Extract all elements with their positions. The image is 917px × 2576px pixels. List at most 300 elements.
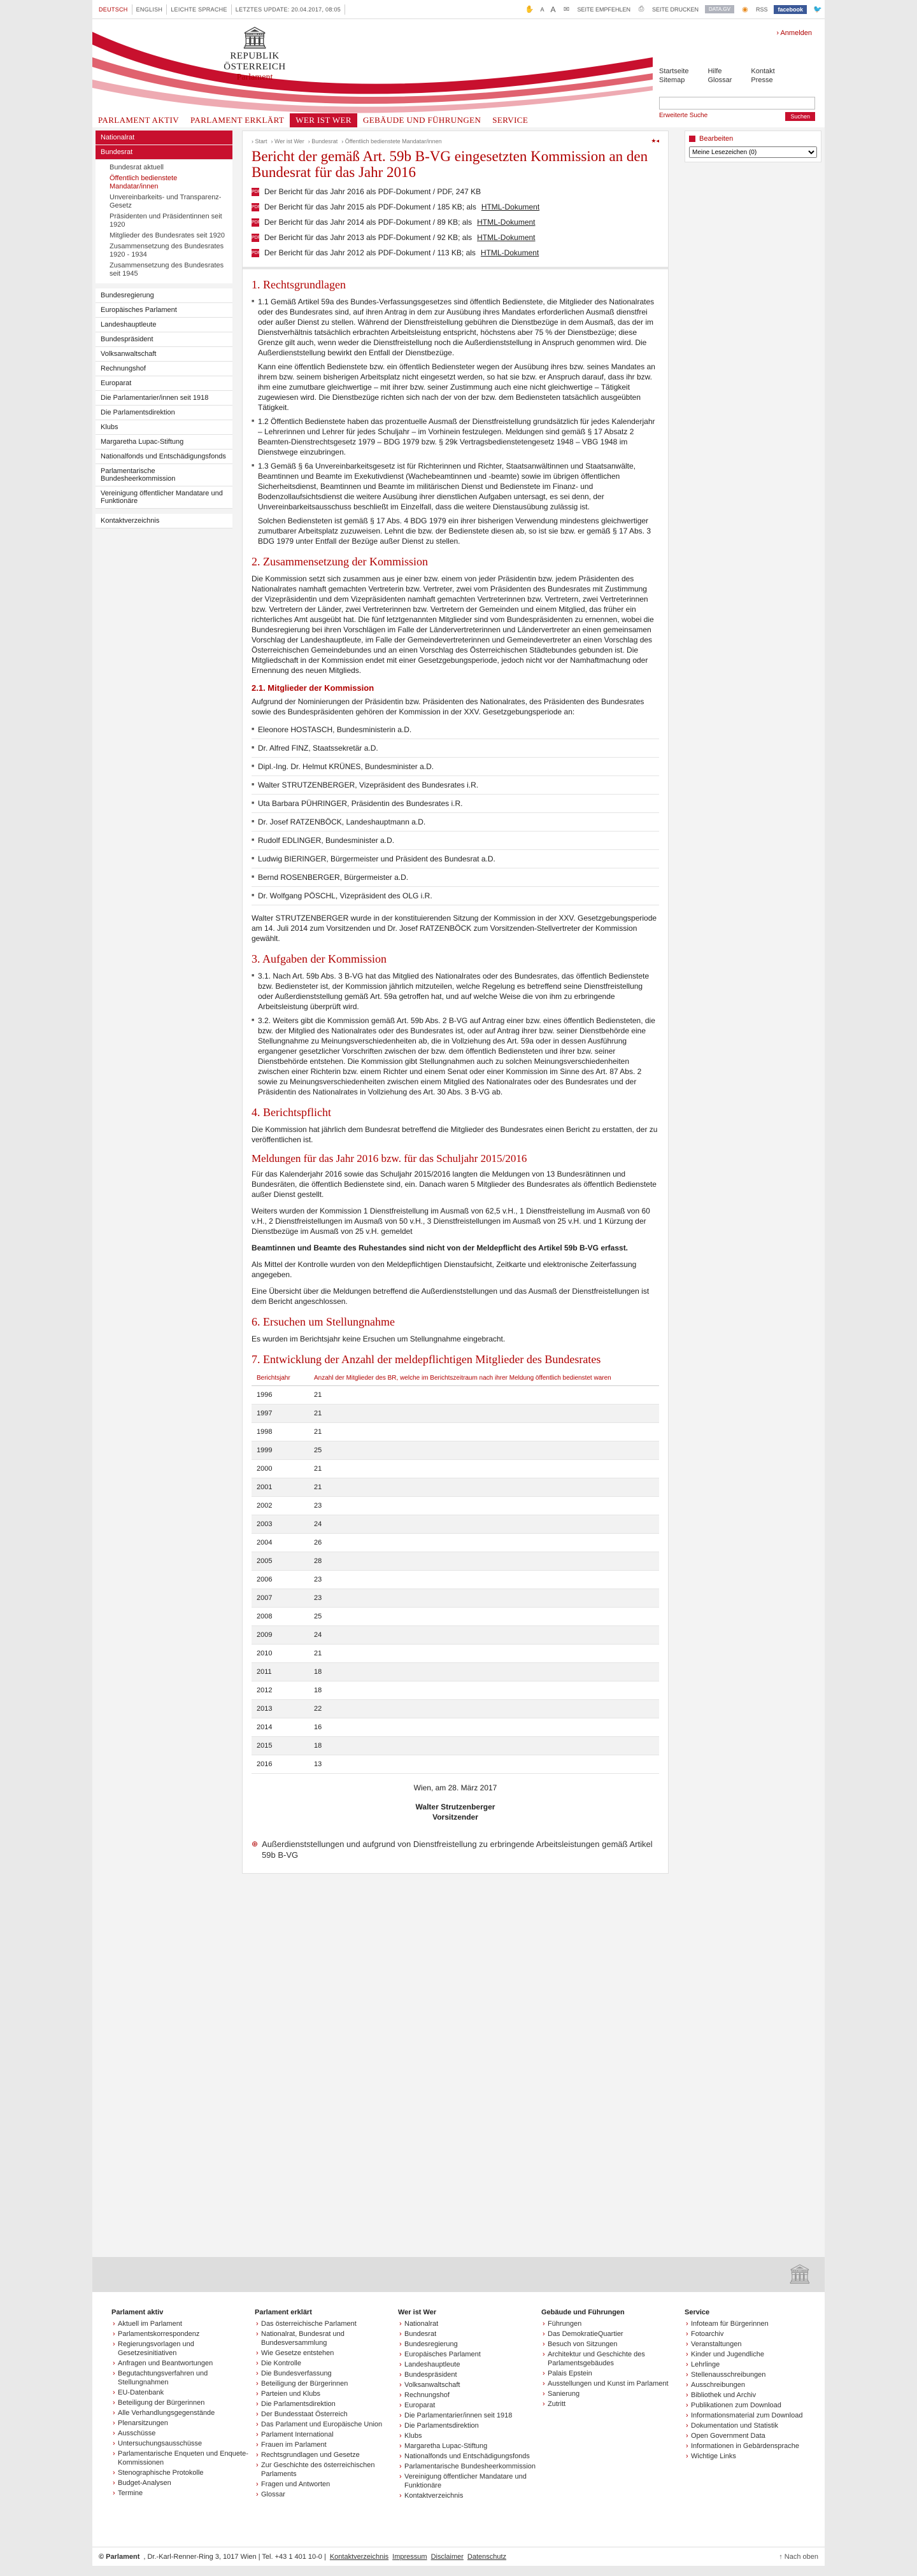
paragraph: Walter STRUTZENBERGER wurde in der konstituierenden Sitzung der Kommission in der XXV. Gesetzgebungsperiode am 14. Juli 2014 zum Vorsitzenden und Dr. Josef RATZENBÖCK zum Vorsitzenden-Stellvertreter der Kommission gewählt.	[252, 914, 657, 943]
footer-link[interactable]: › Aktuell im Parlament	[111, 2319, 255, 2328]
footer-column-heading[interactable]: Gebäude und Führungen	[541, 2309, 625, 2316]
table-row	[252, 1515, 659, 1534]
footer-column-heading[interactable]: Parlament erklärt	[255, 2309, 312, 2316]
members-count-table	[252, 1371, 659, 1774]
leftnav-item[interactable]: Parlamentarische Bundesheerkommission	[96, 464, 232, 486]
pdf-list	[252, 187, 659, 258]
legal-basis-item: ■ 1.2 Öffentlich Bedienstete haben das prozentuelle Ausmaß der Dienstfreistellung grundsätzlich für jedes Kalenderjahr – Lehrerinnen und Lehrer für jedes Schuljahr – im Vorhinein festzulegen. Meldungen sind gemäß § 17 Absatz 2 Beamten-Dienstrechtsgesetz 1979 – BDG 1979 bzw. § 29k Vertragsbedienstetengesetz 1948 – VBG 1948 im Dienstwege einzubringen.	[252, 416, 659, 457]
bookmark-icon[interactable]: ★◂	[651, 138, 659, 144]
pdf-link-text[interactable]: Der Bericht für das Jahr 2014 als PDF-Dokument / 89 KB; als	[264, 218, 473, 227]
table-cell-year: 2012	[252, 1681, 309, 1700]
right-column	[685, 131, 821, 162]
table-cell-year: 2006	[252, 1571, 309, 1589]
table-cell-year: 2010	[252, 1645, 309, 1663]
sitemap-link[interactable]: Sitemap	[659, 76, 685, 84]
footer-columns	[111, 2308, 825, 2502]
sign-language-icon[interactable]: ✋	[525, 5, 534, 13]
footer-link[interactable]: Impressum	[392, 2552, 427, 2561]
leftnav-sub-item[interactable]: Unvereinbarkeits- und Transparenz-Gesetz	[110, 194, 222, 209]
leftnav-item[interactable]: Vereinigung öffentlicher Mandatare und Funktionäre	[96, 486, 232, 509]
footer-link[interactable]: › Informationen in Gebärdensprache	[685, 2442, 825, 2451]
footer-link[interactable]: › Budget-Analysen	[111, 2479, 255, 2488]
paragraph: Es wurden im Berichtsjahr keine Ersuchen um Stellungnahme eingebracht.	[252, 1334, 506, 1343]
footer-link[interactable]: › Fotoarchiv	[685, 2330, 825, 2339]
member-item: ■ Bernd ROSENBERGER, Bürgermeister a.D.	[252, 868, 659, 887]
footer-link[interactable]: › Bundespräsident	[398, 2370, 541, 2379]
parliament-logo[interactable]	[204, 25, 306, 83]
table-row	[252, 1755, 659, 1774]
back-to-top-link[interactable]: ↑ Nach oben	[779, 2552, 818, 2561]
table-cell-count: 16	[309, 1718, 659, 1737]
footer-link[interactable]: › Infoteam für Bürgerinnen	[685, 2319, 825, 2328]
footer-link[interactable]: › Parlament International	[255, 2430, 398, 2439]
footer-link[interactable]: › Nationalrat	[398, 2319, 541, 2328]
paragraph: Als Mittel der Kontrolle wurden von den Meldepflichtigen Dienstaufsicht, Zeitkarte und elektronische Zeiterfassung angegeben.	[252, 1260, 637, 1279]
footer-column	[685, 2308, 825, 2502]
member-item: ■ Eleonore HOSTASCH, Bundesministerin a.D.	[252, 721, 659, 739]
nav-parlament-erklaert[interactable]: PARLAMENT ERKLÄRT	[190, 115, 285, 125]
footer-link[interactable]: › Europäisches Parlament	[398, 2350, 541, 2359]
advanced-search-link[interactable]: Erweiterte Suche	[659, 112, 708, 119]
table-cell-count: 24	[309, 1515, 659, 1534]
leftnav-sub-item[interactable]: Bundesrat aktuell	[110, 164, 164, 171]
footer-link[interactable]: › Ausschüsse	[111, 2429, 255, 2438]
member-item: ■ Dr. Wolfgang PÖSCHL, Vizepräsident des OLG i.R.	[252, 887, 659, 905]
subsection-heading: Meldungen für das Jahr 2016 bzw. für das Schuljahr 2015/2016	[252, 1152, 527, 1164]
quick-links	[659, 67, 775, 85]
footer-link[interactable]: › Margaretha Lupac-Stiftung	[398, 2442, 541, 2451]
table-cell-count: 22	[309, 1700, 659, 1718]
breadcrumb-item[interactable]: › Wer ist Wer	[271, 138, 304, 145]
recommend-page-link[interactable]: SEITE EMPFEHLEN	[577, 6, 631, 13]
footer-link[interactable]: › Rechtsgrundlagen und Gesetze	[255, 2451, 398, 2459]
footer-link[interactable]: Datenschutz	[467, 2552, 507, 2561]
pdf-link-text[interactable]: Der Bericht für das Jahr 2013 als PDF-Dokument / 92 KB; als	[264, 233, 473, 242]
table-row	[252, 1608, 659, 1626]
paragraph: Aufgrund der Nominierungen der Präsidentin bzw. Präsidenten des Nationalrates, des Präsidenten des Bundesrates sowie des Bundespräsidenten gehören der Kommission in der XXV. Gesetzgebungsperiode an:	[252, 697, 644, 716]
table-cell-year: 1998	[252, 1423, 309, 1441]
table-cell-year: 2008	[252, 1608, 309, 1626]
footer-link[interactable]: › Die Kontrolle	[255, 2359, 398, 2368]
paragraph: Eine Übersicht über die Meldungen betreffend die Außerdienststellungen und das Ausmaß der Dienstfreistellungen ist dem Bericht angeschlossen.	[252, 1287, 650, 1306]
search-input[interactable]	[659, 97, 815, 110]
top-utility-bar	[92, 0, 825, 19]
table-cell-count: 23	[309, 1571, 659, 1589]
leftnav-nationalrat[interactable]: Nationalrat	[96, 131, 232, 145]
pdf-link-row[interactable]	[252, 217, 659, 227]
table-cell-year: 2001	[252, 1478, 309, 1497]
table-cell-year: 2002	[252, 1497, 309, 1515]
footer-link[interactable]: › Architektur und Geschichte des Parlamentsgebäudes	[541, 2350, 685, 2368]
startseite-link[interactable]: Startseite	[659, 67, 689, 75]
footer-link[interactable]: › Die Parlamentsdirektion	[398, 2421, 541, 2430]
footer-link[interactable]: › Zur Geschichte des österreichischen Parlaments	[255, 2461, 398, 2479]
signature-role: Vorsitzender	[432, 1813, 478, 1822]
table-cell-year: 1999	[252, 1441, 309, 1460]
table-row	[252, 1663, 659, 1681]
footer-link[interactable]: Disclaimer	[430, 2552, 464, 2561]
quicklinks-col-1	[659, 67, 688, 85]
footer-link[interactable]: › Parteien und Klubs	[255, 2389, 398, 2398]
search-button[interactable]: Suchen	[785, 112, 815, 121]
subsection-heading: 2.1. Mitglieder der Kommission	[252, 683, 374, 693]
table-cell-year: 2015	[252, 1737, 309, 1755]
footer-link[interactable]: › Nationalrat, Bundesrat und Bundesversammlung	[255, 2330, 398, 2347]
footer-link[interactable]: › Parlamentarische Enqueten und Enquete-Kommissionen	[111, 2449, 255, 2467]
copyright-text: © Parlament	[99, 2552, 140, 2561]
address-text: , Dr.-Karl-Renner-Ring 3, 1017 Wien | Tel. +43 1 401 10-0 |	[143, 2552, 326, 2561]
pdf-link-text[interactable]: Der Bericht für das Jahr 2015 als PDF-Dokument / 185 KB; als	[264, 202, 476, 211]
legal-basis-item: ■ 1.1 Gemäß Artikel 59a des Bundes-Verfassungsgesetzes sind öffentlich Bedienstete, die Mitglieder des Nationalrates oder des Bundesrates sind, auf ihren Antrag in dem zur Ausübung ihres Mandates erforderlichen Ausmaß dienstfrei oder außer Dienst zu stellen. Während der Dienstfreistellung gebühren die Dienstbezüge in dem Ausmaß, das der im Dienstverhältnis tatsächlich erbrachten Arbeitsleistung entspricht, höchstens aber 75 % der Dienstbezüge; diese Grenze gilt auch, wenn weder die Dienstfreistellung noch die Außerdienststellung in Anspruch genommen wird. Die Außerdienststellung bewirkt den Entfall der Dienstbezüge.	[252, 297, 659, 358]
legal-basis-list	[252, 416, 659, 512]
leftnav-item[interactable]: Bundespräsident	[96, 332, 232, 347]
member-item: ■ Dr. Alfred FINZ, Staatssekretär a.D.	[252, 739, 659, 758]
plus-circle-icon: ⊕	[252, 1839, 259, 1848]
signature-date: Wien, am 28. März 2017	[413, 1783, 497, 1792]
table-row	[252, 1534, 659, 1552]
section-heading: 7. Entwicklung der Anzahl der meldepflichtigen Mitglieder des Bundesrates	[252, 1353, 601, 1366]
leftnav-item[interactable]: Klubs	[96, 420, 232, 435]
table-cell-count: 23	[309, 1497, 659, 1515]
nav-gebaeude-fuehrungen[interactable]: GEBÄUDE UND FÜHRUNGEN	[362, 115, 481, 125]
leftnav-bundesrat[interactable]: Bundesrat	[96, 145, 232, 160]
logo-republic-text: REPUBLIK ÖSTERREICH	[224, 51, 286, 72]
section-heading: 2. Zusammensetzung der Kommission	[252, 555, 428, 568]
table-cell-count: 18	[309, 1681, 659, 1700]
paragraph-bold: Beamtinnen und Beamte des Ruhestandes sind nicht von der Meldepflicht des Artikel 59b B-VG erfasst.	[252, 1243, 629, 1252]
footer-column-heading[interactable]: Wer ist Wer	[398, 2309, 437, 2316]
table-cell-year: 2003	[252, 1515, 309, 1534]
font-decrease-button[interactable]: A	[540, 6, 544, 13]
table-cell-year: 2013	[252, 1700, 309, 1718]
paragraph: Kann eine öffentlich Bedienstete bzw. ein öffentlich Bediensteter wegen der Ausübung ihres bzw. seines Mandates an ihrem bzw. seinem bisherigen Arbeitsplatz nicht eingesetzt werden, so hat sie bzw. er Anspruch darauf, dass ihr bzw. ihm eine zumutbare gleichwertige – mit ihrer bzw. seiner Zustimmung auch eine nicht gleichwertige – Tätigkeit zugewiesen wird. Die Dienstbezüge richten sich nach der von der bzw. dem Bediensteten tatsächlich ausgeübten Tätigkeit.	[258, 362, 655, 412]
pdf-icon: PDF	[252, 203, 259, 211]
table-row	[252, 1737, 659, 1755]
data-tag-badge[interactable]: DATA.GV	[705, 5, 734, 13]
hilfe-link[interactable]: Hilfe	[707, 67, 722, 75]
leftnav-sub-item[interactable]: Präsidenten und Präsidentinnen seit 1920	[110, 213, 222, 229]
footer-link[interactable]: › Kontaktverzeichnis	[398, 2491, 541, 2500]
lang-english-link[interactable]: ENGLISH	[132, 4, 167, 15]
footer-band	[92, 2257, 825, 2292]
section-heading: 6. Ersuchen um Stellungnahme	[252, 1315, 395, 1328]
footer-link[interactable]: › Kinder und Jugendliche	[685, 2350, 825, 2359]
footer-link[interactable]: › Führungen	[541, 2319, 685, 2328]
table-row	[252, 1460, 659, 1478]
table-cell-count: 13	[309, 1755, 659, 1774]
table-cell-count: 28	[309, 1552, 659, 1571]
footer-link[interactable]: › Beteiligung der Bürgerinnen	[255, 2379, 398, 2388]
leftnav-item[interactable]: Europarat	[96, 376, 232, 391]
footer-link[interactable]: › Lehrlinge	[685, 2360, 825, 2369]
footer-link[interactable]: › Anfragen und Beantwortungen	[111, 2359, 255, 2368]
footer-link[interactable]: › Glossar	[255, 2490, 398, 2499]
footer-link[interactable]: › Informationsmaterial zum Download	[685, 2411, 825, 2420]
table-row	[252, 1700, 659, 1718]
footer-link[interactable]: › Europarat	[398, 2401, 541, 2410]
member-item: ■ Walter STRUTZENBERGER, Vizepräsident des Bundesrates i.R.	[252, 776, 659, 795]
facebook-button[interactable]: facebook	[774, 5, 807, 14]
footer-link[interactable]: › Publikationen zum Download	[685, 2401, 825, 2410]
leftnav-item[interactable]: Margaretha Lupac-Stiftung	[96, 435, 232, 449]
footer-link[interactable]: › Klubs	[398, 2431, 541, 2440]
rss-link[interactable]: RSS	[755, 6, 768, 13]
table-row	[252, 1681, 659, 1700]
pdf-link-row[interactable]	[252, 248, 659, 258]
footer-link[interactable]: › Bundesregierung	[398, 2340, 541, 2349]
signature-block	[252, 1783, 659, 1822]
footer-link[interactable]: › Nationalfonds und Entschädigungsfonds	[398, 2452, 541, 2461]
leftnav-item[interactable]: Nationalfonds und Entschädigungsfonds	[96, 449, 232, 464]
footer-link[interactable]: Kontaktverzeichnis	[329, 2552, 389, 2561]
footer-link[interactable]: › Open Government Data	[685, 2431, 825, 2440]
footer-column-heading[interactable]: Service	[685, 2309, 710, 2316]
table-cell-year: 2011	[252, 1663, 309, 1681]
footer-link[interactable]: › Parlamentskorrespondenz	[111, 2330, 255, 2339]
leftnav-item[interactable]: Die Parlamentsdirektion	[96, 406, 232, 420]
table-cell-year: 1997	[252, 1405, 309, 1423]
main-content	[242, 131, 669, 1874]
arrow-right-icon: ›	[776, 29, 781, 37]
bookmarks-select[interactable]	[689, 146, 817, 158]
member-item: ■ Dr. Josef RATZENBÖCK, Landeshauptmann a.D.	[252, 813, 659, 832]
mail-icon: ✉	[563, 5, 570, 13]
footer-link[interactable]: › Die Parlamentarier/innen seit 1918	[398, 2411, 541, 2420]
footer-link[interactable]: › Die Parlamentsdirektion	[255, 2400, 398, 2409]
footer-link[interactable]: › Parlamentarische Bundesheerkommission	[398, 2462, 541, 2471]
table-cell-year: 2000	[252, 1460, 309, 1478]
edit-link[interactable]: Bearbeiten	[689, 135, 817, 143]
table-cell-count: 21	[309, 1405, 659, 1423]
pdf-icon: PDF	[252, 234, 259, 242]
footer-link[interactable]: › Wie Gesetze entstehen	[255, 2349, 398, 2358]
leftnav-item[interactable]: Bundesregierung	[96, 288, 232, 303]
footer-link[interactable]: › Frauen im Parlament	[255, 2440, 398, 2449]
footer-link[interactable]: › Vereinigung öffentlicher Mandatare und Funktionäre	[398, 2472, 541, 2490]
footer-bottom	[92, 2547, 825, 2566]
footer-link[interactable]: › Wichtige Links	[685, 2452, 825, 2461]
footer-link[interactable]: › Bibliothek und Archiv	[685, 2391, 825, 2400]
leftnav-item[interactable]: Die Parlamentarier/innen seit 1918	[96, 391, 232, 406]
leftnav-item[interactable]: Landeshauptleute	[96, 318, 232, 332]
leftnav-kontaktverzeichnis[interactable]: Kontaktverzeichnis	[96, 514, 232, 528]
footer-link[interactable]: › Volksanwaltschaft	[398, 2381, 541, 2389]
footer-link[interactable]: › Stellenausschreibungen	[685, 2370, 825, 2379]
footer-link[interactable]: › Das österreichische Parlament	[255, 2319, 398, 2328]
signature-name: Walter Strutzenberger	[415, 1802, 495, 1811]
table-row	[252, 1423, 659, 1441]
search-box	[659, 97, 815, 121]
pdf-link-row[interactable]	[252, 187, 659, 197]
table-cell-count: 21	[309, 1460, 659, 1478]
login-link[interactable]: › Anmelden	[776, 29, 812, 37]
footer-link[interactable]: › Beteiligung der Bürgerinnen	[111, 2398, 255, 2407]
table-cell-year: 2016	[252, 1755, 309, 1774]
footer-link[interactable]: › Veranstaltungen	[685, 2340, 825, 2349]
footer-link[interactable]: › Ausstellungen und Kunst im Parlament	[541, 2379, 685, 2388]
footer-link[interactable]: › Untersuchungsausschüsse	[111, 2439, 255, 2448]
nav-parlament-aktiv[interactable]: PARLAMENT AKTIV	[98, 115, 179, 125]
footer-column	[541, 2308, 685, 2502]
html-document-link[interactable]: HTML-Dokument	[480, 248, 539, 257]
pdf-link-text[interactable]: Der Bericht für das Jahr 2016 als PDF-Dokument / PDF, 247 KB	[264, 187, 481, 196]
footer-column-heading[interactable]: Parlament aktiv	[111, 2309, 164, 2316]
footer-link[interactable]: › Die Bundesverfassung	[255, 2369, 398, 2378]
footer-link[interactable]: › Bundesrat	[398, 2330, 541, 2339]
nav-service[interactable]: SERVICE	[492, 115, 529, 125]
twitter-icon[interactable]: 🐦	[813, 5, 822, 13]
pdf-icon: PDF	[252, 218, 259, 227]
footer-link[interactable]: › Alle Verhandlungsgegenstände	[111, 2409, 255, 2417]
table-cell-count: 23	[309, 1589, 659, 1608]
section-heading: 4. Berichtspflicht	[252, 1106, 331, 1119]
table-cell-count: 21	[309, 1478, 659, 1497]
section-heading: 3. Aufgaben der Kommission	[252, 952, 387, 965]
html-document-link[interactable]: HTML-Dokument	[477, 233, 536, 242]
footer-link[interactable]: › Der Bundesstaat Österreich	[255, 2410, 398, 2419]
parliament-building-icon: 🏛	[241, 26, 269, 50]
leftnav-item[interactable]: Rechnungshof	[96, 362, 232, 376]
leftnav-sub-item[interactable]: Mitglieder des Bundesrates seit 1920	[110, 232, 225, 239]
site-header	[92, 19, 825, 127]
bookmarks-box	[685, 131, 821, 162]
footer-column	[255, 2308, 398, 2502]
table-cell-year: 2007	[252, 1589, 309, 1608]
legal-basis-list	[252, 297, 659, 358]
table-row	[252, 1478, 659, 1497]
breadcrumb	[252, 138, 659, 145]
paragraph: Die Kommission setzt sich zusammen aus je einer bzw. einem von jeder Präsidentin bzw. jedem Präsidenten des Nationalrates namhaft gemachten Vertreterin bzw. Vertreter, zwei vom Präsidenten des Bundesrates mit Zustimmung der Vizepräsidentin und dem Vizepräsidenten namhaft gemachten Vertreterinnen bzw. Vertretern, zwei Vertreterinnen bzw. Vertretern der Länder, zwei Vertreterinnen bzw. Vertretern der Gemeinden und einem Mitglied, das früher ein richterliches Amt ausgeübt hat. Die fünf letztgenannten Mitglieder sind vom Bundespräsidenten zu ernennen, wobei die Bundesregierung bei ihren Vorschlägen im Falle der Ländervertreterinnen und Ländervertreter an einen gemeinsamen Vorschlag der Landeshauptleute, im Falle der Gemeindevertreterinnen und Gemeindevertreter an einen Vorschlag des Österreichischen Gemeindebundes und an einen Vorschlag des Österreichischen Städtebundes gebunden ist. Die Mitgliedschaft in der Kommission endet mit einer Gesetzgebungsperiode, jedoch nicht vor der Namhaftmachung oder Ernennung des neuen Mitglieds.	[252, 574, 654, 675]
section-heading: 1. Rechtsgrundlagen	[252, 278, 346, 291]
member-item: ■ Uta Barbara PÜHRINGER, Präsidentin des Bundesrates i.R.	[252, 795, 659, 813]
html-document-link[interactable]: HTML-Dokument	[481, 202, 540, 211]
pdf-link-row[interactable]	[252, 202, 659, 212]
print-page-link[interactable]: SEITE DRUCKEN	[652, 6, 699, 13]
footer-link[interactable]: › Landeshauptleute	[398, 2360, 541, 2369]
last-update-text: LETZTES UPDATE: 20.04.2017, 08:05	[232, 4, 345, 15]
footer-link[interactable]: › Das DemokratieQuartier	[541, 2330, 685, 2339]
table-cell-year: 2014	[252, 1718, 309, 1737]
presse-link[interactable]: Presse	[751, 76, 773, 84]
table-cell-year: 2009	[252, 1626, 309, 1645]
table-row	[252, 1441, 659, 1460]
footer-link[interactable]: › Palais Epstein	[541, 2369, 685, 2378]
footer-link[interactable]: › Stenographische Protokolle	[111, 2468, 255, 2477]
footer-link[interactable]: › Besuch von Sitzungen	[541, 2340, 685, 2349]
quicklinks-col-2	[707, 67, 732, 85]
table-cell-count: 24	[309, 1626, 659, 1645]
table-cell-year: 2004	[252, 1534, 309, 1552]
members-list	[252, 721, 659, 905]
table-row	[252, 1626, 659, 1645]
pdf-icon: PDF	[252, 249, 259, 257]
table-cell-count: 18	[309, 1663, 659, 1681]
footer-link[interactable]: › Begutachtungsverfahren und Stellungnahmen	[111, 2369, 255, 2387]
paragraph: Weiters wurden der Kommission 1 Dienstfreistellung im Ausmaß von 62,5 v.H., 1 Dienstfreistellung im Ausmaß von 60 v.H., 2 Dienstfreistellungen im Ausmaß von 50 v.H., 3 Dienstfreistellungen im Ausmaß von 25 v.H. und 1 Kürzung der Dienstbezüge im Ausmaß von 25 v.H. gemeldet	[252, 1207, 650, 1236]
member-item: ■ Ludwig BIERINGER, Bürgermeister und Präsident des Bundesrat a.D.	[252, 850, 659, 868]
task-item: ■ 3.2. Weiters gibt die Kommission gemäß Art. 59b Abs. 2 B-VG auf Antrag einer bzw. eines öffentlich Bediensteten, die bzw. der Mitglied des Nationalrates oder des Bundesrates ist, oder auf Antrag ihrer bzw. seiner Dienstbehörde eine Stellungnahme zu Meinungsverschiedenheiten ab, die in Vollziehung des Art. 59a oder in dessen Ausführung ergangener gesetzlicher Vorschriften zwischen der bzw. dem öffentlich Bediensteten und ihrer bzw. seiner Dienstbehörde entstehen. Die Kommission gibt Stellungnahmen auch zu solchen Meinungsverschiedenheiten zwischen einer Richterin bzw. einem Richter und einem Senat oder einer Kommission im Sinne des Art. 87 Abs. 2 sowie zu Meinungsverschiedenheiten zwischen einem Mitglied des Nationalrates oder des Bundesrates und der Präsidentin des Nationalrates in Vollziehung des Art. 30 Abs. 3 B-VG ab.	[252, 1016, 659, 1097]
breadcrumb-item[interactable]: › Bundesrat	[308, 138, 338, 145]
footer-link[interactable]: › Termine	[111, 2489, 255, 2498]
table-cell-year: 1996	[252, 1386, 309, 1405]
breadcrumb-item[interactable]: › Start	[252, 138, 267, 145]
lang-deutsch-link[interactable]: DEUTSCH	[95, 4, 132, 15]
html-document-link[interactable]: HTML-Dokument	[477, 218, 536, 227]
footer-link[interactable]: › Ausschreibungen	[685, 2381, 825, 2389]
table-row	[252, 1497, 659, 1515]
leftnav-bundesrat-sub	[96, 160, 232, 283]
kontakt-link[interactable]: Kontakt	[751, 67, 775, 75]
logo-parliament-text: Parlament	[236, 73, 273, 82]
table-row	[252, 1405, 659, 1423]
quicklinks-col-3	[751, 67, 774, 85]
glossar-link[interactable]: Glossar	[707, 76, 732, 84]
print-icon: ⎙	[638, 4, 644, 13]
table-row	[252, 1386, 659, 1405]
member-item: ■ Rudolf EDLINGER, Bundesminister a.D.	[252, 832, 659, 850]
table-row	[252, 1718, 659, 1737]
footer-link[interactable]: › Zutritt	[541, 2400, 685, 2409]
pencil-icon	[689, 136, 695, 142]
easy-language-link[interactable]: LEICHTE SPRACHE	[167, 4, 232, 15]
footer-link[interactable]: › Rechnungshof	[398, 2391, 541, 2400]
paragraph: Für das Kalenderjahr 2016 sowie das Schuljahr 2015/2016 langten die Meldungen von 13 Bundesrätinnen und Bundesräten, die öffentlich Bedienstete sind, ein. Danach waren 5 Mitglieder des Bundesrates als öffentlich Bedienstete außer Dienst gestellt.	[252, 1170, 657, 1199]
paragraph: Die Kommission hat jährlich dem Bundesrat betreffend die Mitglieder des Bundesrates einen Bericht zu erstatten, der zu veröffentlichen ist.	[252, 1125, 658, 1144]
tasks-list	[252, 971, 659, 1097]
table-row	[252, 1645, 659, 1663]
left-navigation	[96, 131, 232, 528]
pdf-icon: PDF	[252, 188, 259, 196]
footer-column	[111, 2308, 255, 2502]
table-row	[252, 1589, 659, 1608]
table-header-year: Berichtsjahr	[252, 1371, 309, 1386]
footer-link[interactable]: › Das Parlament und Europäische Union	[255, 2420, 398, 2429]
pdf-link-row[interactable]	[252, 232, 659, 243]
table-row	[252, 1571, 659, 1589]
footer-link[interactable]: › Regierungsvorlagen und Gesetzesinitiativen	[111, 2340, 255, 2358]
font-increase-button[interactable]: A	[550, 4, 556, 14]
task-item: ■ 3.1. Nach Art. 59b Abs. 3 B-VG hat das Mitglied des Nationalrates oder des Bundesrates, das öffentlich Bedienstete bzw. Bediensteter ist, der Kommission jährlich mitzuteilen, welche Regelung es betreffend seine Dienstfreistellung oder Außerdienststellung gemäß Art. 59a getroffen hat, und auf welche Weise die von ihm zu erbringende Arbeitsleistung überprüft wird.	[252, 971, 659, 1012]
leftnav-item[interactable]: Europäisches Parlament	[96, 303, 232, 318]
page-title: Bericht der gemäß Art. 59b B-VG eingesetzten Kommission an den Bundesrat für das Jahr 2016	[252, 148, 648, 180]
footer-link[interactable]: › Plenarsitzungen	[111, 2419, 255, 2428]
related-document-link[interactable]: ⊕ Außerdienststellungen und aufgrund von Dienstfreistellung zu erbringende Arbeitsleistungen gemäß Artikel 59b B-VG	[252, 1839, 653, 1860]
footer-link[interactable]: › EU-Datenbank	[111, 2388, 255, 2397]
footer-link[interactable]: › Dokumentation und Statistik	[685, 2421, 825, 2430]
member-item: ■ Dipl.-Ing. Dr. Helmut KRÜNES, Bundesminister a.D.	[252, 758, 659, 776]
parliament-building-icon: 🏛	[787, 2264, 812, 2285]
footer-link[interactable]: › Sanierung	[541, 2389, 685, 2398]
leftnav-sub-item[interactable]: Zusammensetzung des Bundesrates 1920 - 1934	[110, 243, 224, 258]
leftnav-sub-item-current[interactable]: Öffentlich bedienstete Mandatar/innen	[110, 174, 178, 190]
legal-basis-item: ■ 1.3 Gemäß § 6a Unvereinbarkeitsgesetz ist für Richterinnen und Richter, Staatsanwältinnen und Staatsanwälte, Beamtinnen und Beamte im Exekutivdienst (Wachebeamtinnen und -beamte) sowie im übrigen öffentlichen Sicherheitsdienst, Beamtinnen und Beamte im militärischen Dienst und Bedienstete im Finanz- und Bodenzollaufsichtsdienst die weitere Ausübung ihrer dienstlichen Aufgaben untersagt, es sei denn, der Unvereinbarkeitsausschuss beschließt im Einzelfall, dass die weitere Dienstausübung zulässig ist.	[252, 461, 659, 512]
main-navigation	[92, 113, 534, 127]
site-footer	[92, 2257, 825, 2566]
table-cell-count: 21	[309, 1423, 659, 1441]
leftnav-item[interactable]: Volksanwaltschaft	[96, 347, 232, 362]
nav-wer-ist-wer[interactable]: WER IST WER	[290, 113, 357, 127]
table-cell-year: 2005	[252, 1552, 309, 1571]
breadcrumb-item: › Öffentlich bedienstete Mandatar/innen	[341, 138, 442, 145]
leftnav-sub-item[interactable]: Zusammensetzung des Bundesrates seit 1945	[110, 262, 224, 278]
table-cell-count: 25	[309, 1441, 659, 1460]
table-cell-count: 18	[309, 1737, 659, 1755]
table-row	[252, 1552, 659, 1571]
pdf-link-text[interactable]: Der Bericht für das Jahr 2012 als PDF-Dokument / 113 KB; als	[264, 248, 476, 257]
table-header-count: Anzahl der Mitglieder des BR, welche im Berichtszeitraum nach ihrer Meldung öffentlich bedienstet waren	[309, 1371, 659, 1386]
table-cell-count: 21	[309, 1386, 659, 1405]
footer-link[interactable]: › Fragen und Antworten	[255, 2480, 398, 2489]
